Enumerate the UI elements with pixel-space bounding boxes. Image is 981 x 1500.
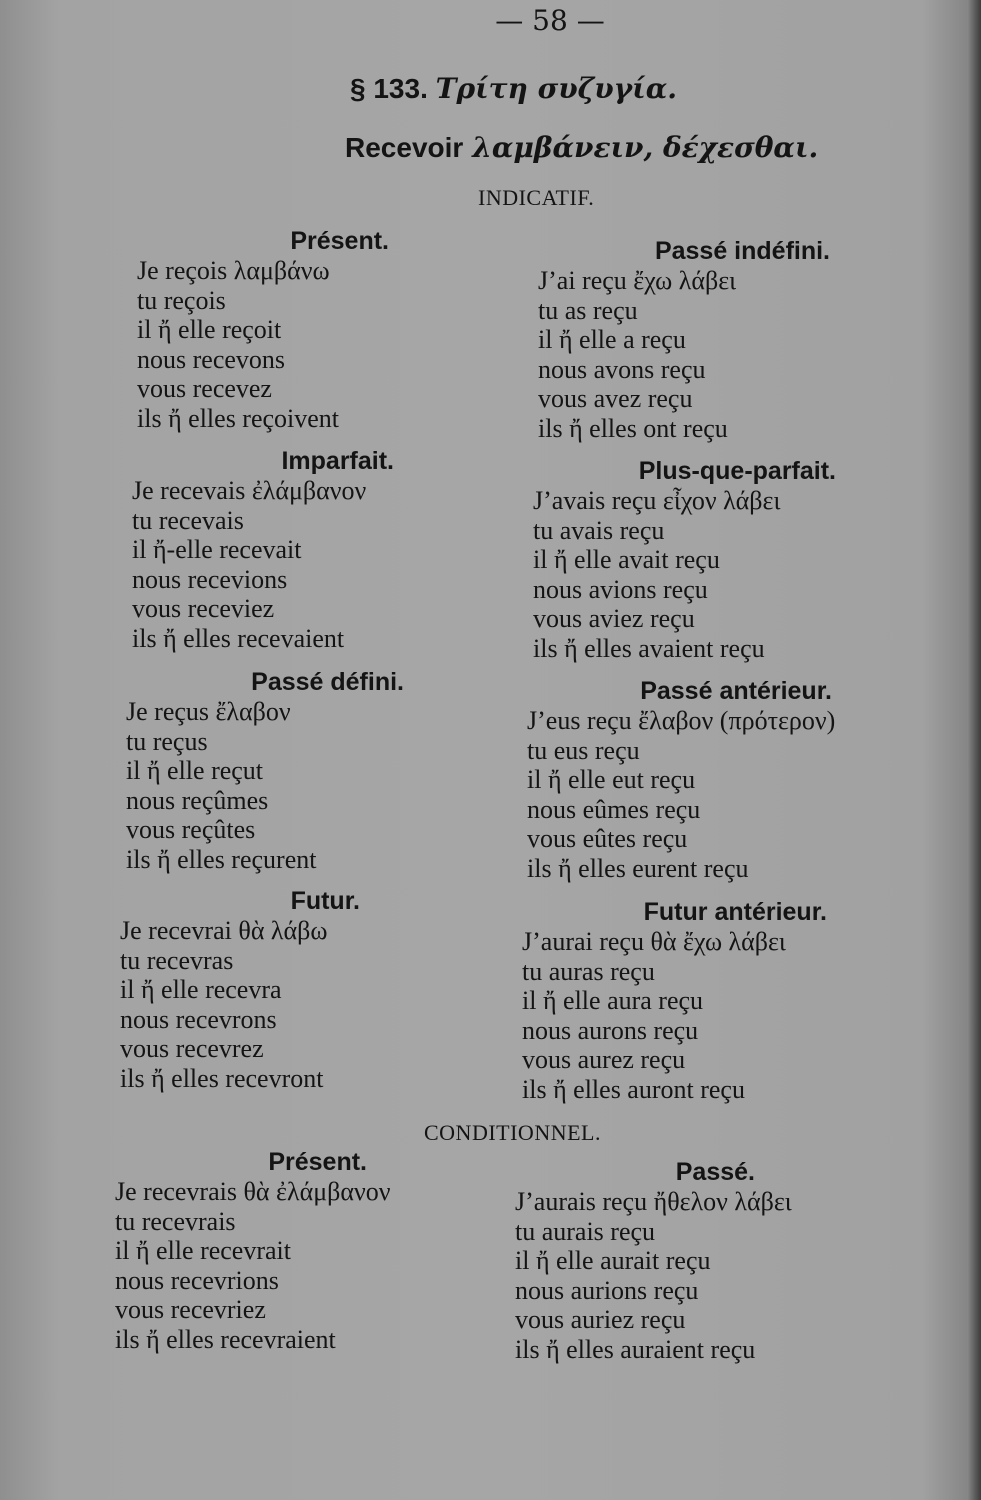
conjugation-line: il ἤ elle eut reçu (527, 765, 696, 794)
conjugation-line: vous receviez (132, 594, 275, 623)
conjugation-line: il ἤ elle recevrait (115, 1236, 291, 1265)
conjugation-line: tu reçus (126, 726, 208, 756)
conjugation-line: vous aurez reçu (522, 1045, 686, 1074)
tense-heading: Futur. (290, 887, 360, 915)
tense-heading: Passé. (675, 1158, 755, 1186)
cond-passe (515, 1157, 792, 1364)
conjugation-line: tu reçois (137, 285, 226, 315)
tense-passe-anterieur (527, 676, 836, 883)
verb-greek: λαμβάνειν, δέχεσθαι. (472, 131, 819, 164)
conjugation-line: nous reçûmes (126, 785, 269, 815)
tense-plus-que-parfait (533, 456, 836, 663)
conjugation-line: J’avais reçu εἶχον λάβει (533, 486, 781, 515)
conjugation-line: vous aviez reçu (533, 604, 695, 633)
conjugation-line: ils ἤ elles eurent reçu (527, 853, 749, 883)
tense-futur-anterieur (522, 897, 827, 1104)
conjugation-line: Je reçois λαμβάνω (137, 256, 330, 285)
conjugation-line: nous recevrons (120, 1004, 277, 1034)
tense-passe-defini (126, 667, 404, 874)
conjugation-line: vous recevrez (120, 1034, 264, 1063)
tense-imparfait (132, 446, 394, 653)
conjugation-line: vous recevriez (115, 1295, 266, 1324)
conjugation-line: vous reçûtes (126, 815, 256, 844)
section-number: § 133. (350, 73, 428, 104)
tense-heading: Passé indéfini. (654, 237, 830, 265)
conjugation-line: ils ἤ elles ont reçu (538, 413, 728, 443)
conjugation-line: il ἤ elle reçut (126, 756, 264, 785)
conjugation-line: il ἤ elle recevra (120, 975, 282, 1004)
tense-heading: Présent. (268, 1148, 367, 1176)
conjugation-line: nous recevrions (115, 1265, 279, 1295)
conjugation-line: nous avons reçu (538, 354, 706, 384)
conjugation-line: ils ἤ elles avaient reçu (533, 633, 765, 663)
tense-present (137, 226, 389, 433)
tense-heading: Plus-que-parfait. (638, 457, 836, 485)
conjugation-line: il ἤ-elle recevait (132, 535, 302, 564)
conjugation-line: Je recevrais θὰ ἐλάμβανον (115, 1177, 391, 1206)
conjugation-line: nous recevons (137, 344, 286, 374)
conjugation-line: tu recevais (132, 505, 244, 535)
conjugation-line: il ἤ elle aura reçu (522, 986, 704, 1015)
conjugation-line: Je recevais ἐλάμβανον (132, 476, 367, 505)
conjugation-line: il ἤ elle a reçu (538, 325, 686, 354)
conjugation-line: J’eus reçu ἔλαβον (πρότερον) (527, 706, 836, 735)
conjugation-line: nous recevions (132, 564, 288, 594)
conjugation-line: vous auriez reçu (515, 1305, 686, 1334)
conjugation-line: nous eûmes reçu (527, 794, 701, 824)
mood-indicatif: INDICATIF. (478, 185, 595, 210)
conjugation-line: ils ἤ elles recevront (120, 1063, 324, 1093)
conjugation-line: tu aurais reçu (515, 1216, 656, 1246)
conjugation-line: ils ἤ elles auront reçu (522, 1074, 745, 1104)
conjugation-line: ils ἤ elles reçoivent (137, 403, 340, 433)
verb-title (345, 131, 818, 164)
conjugation-line: Je reçus ἔλαβον (126, 697, 291, 726)
conjugation-line: J’aurai reçu θὰ ἔχω λάβει (522, 927, 786, 956)
conjugation-line: tu eus reçu (527, 735, 640, 765)
conjugation-line: tu avais reçu (533, 515, 665, 545)
conjugation-line: Je recevrai θὰ λάβω (120, 916, 328, 945)
tense-heading: Passé défini. (251, 668, 404, 696)
conjugation-line: il ἤ elle aurait reçu (515, 1246, 711, 1275)
tense-heading: Imparfait. (281, 447, 394, 475)
conjugation-line: vous avez reçu (538, 384, 693, 413)
conjugation-line: J’ai reçu ἔχω λάβει (538, 266, 737, 295)
conjugation-line: tu recevras (120, 945, 234, 975)
conjugation-line: ils ἤ elles recevraient (115, 1324, 336, 1354)
conjugation-line: il ἤ elle avait reçu (533, 545, 720, 574)
mood-conditionnel: CONDITIONNEL. (424, 1120, 601, 1145)
page-number: — 58 — (495, 4, 605, 37)
conjugation-line: ils ἤ elles recevaient (132, 623, 345, 653)
verb-french: Recevoir (345, 132, 464, 163)
section-greek-title: Τρίτη συζυγία. (435, 72, 678, 105)
conjugation-line: ils ἤ elles reçurent (126, 844, 317, 874)
conjugation-line: il ἤ elle reçoit (137, 315, 282, 344)
tense-futur (120, 886, 360, 1093)
tense-passe-indefini (538, 236, 830, 443)
conjugation-line: vous eûtes reçu (527, 824, 688, 853)
conjugation-line: tu auras reçu (522, 956, 655, 986)
conjugation-line: ils ἤ elles auraient reçu (515, 1334, 756, 1364)
tense-heading: Futur antérieur. (643, 898, 827, 926)
conjugation-line: nous aurons reçu (522, 1015, 699, 1045)
conjugation-line: J’aurais reçu ἤθελον λάβει (515, 1187, 792, 1216)
conjugation-line: nous aurions reçu (515, 1275, 699, 1305)
conjugation-line: vous recevez (137, 374, 272, 403)
conjugation-line: tu recevrais (115, 1206, 236, 1236)
cond-present (115, 1147, 391, 1354)
section-title (350, 72, 677, 105)
conjugation-line: tu as reçu (538, 295, 638, 325)
page-edge-shadow (967, 0, 981, 1500)
conjugation-line: nous avions reçu (533, 574, 708, 604)
tense-heading: Présent. (290, 227, 389, 255)
tense-heading: Passé antérieur. (640, 677, 832, 705)
